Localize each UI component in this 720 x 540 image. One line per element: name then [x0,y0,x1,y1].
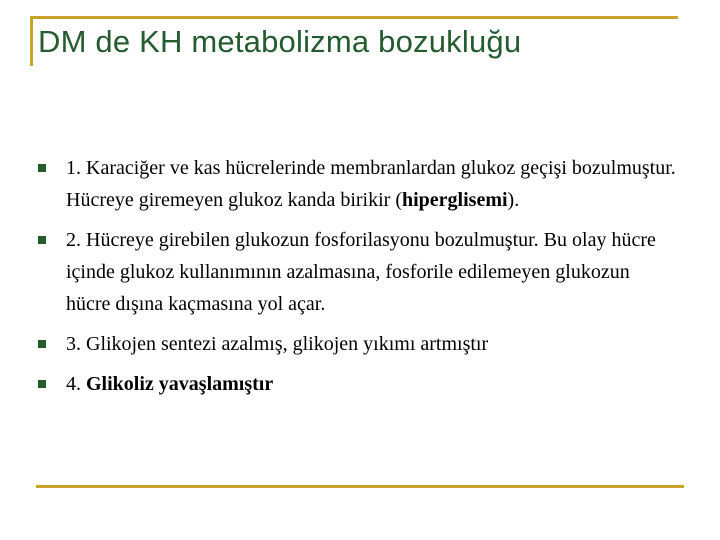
bullet-text-1-bold: hiperglisemi [401,189,508,211]
slide-title: DM de KH metabolizma bozukluğu [38,24,522,59]
bullet-item-3 [38,328,678,360]
bullet-text-3-pre: 3. Glikojen sentezi azalmış, glikojen yıkımı artmıştır [66,333,489,355]
top-rule [30,16,678,19]
left-rule [30,16,33,66]
square-bullet-icon [38,236,46,244]
square-bullet-icon [38,164,46,172]
bullet-text-1-pre: 1. Karaciğer ve kas hücrelerinde membranlardan glukoz geçişi bozulmuştur. Hücreye giremeyen glukoz kanda birikir ( [66,157,676,211]
bullet-item-2 [38,224,678,320]
bullet-item-1 [38,152,678,216]
square-bullet-icon [38,380,46,388]
bottom-rule [36,485,684,488]
bullet-text-2-pre: 2. Hücreye girebilen glukozun fosforilasyonu bozulmuştur. Bu olay hücre içinde glukoz kullanımının azalmasına, fosforile edilemeyen glukozun hücre dışına kaçmasına yol açar. [66,229,656,315]
bullet-item-4 [38,368,678,400]
bullet-list [38,152,678,410]
square-bullet-icon [38,340,46,348]
bullet-text-4-pre: 4. [66,373,86,395]
bullet-text-4-bold: Glikoliz yavaşlamıştır [86,373,274,395]
bullet-text-1-post: ). [507,189,520,211]
